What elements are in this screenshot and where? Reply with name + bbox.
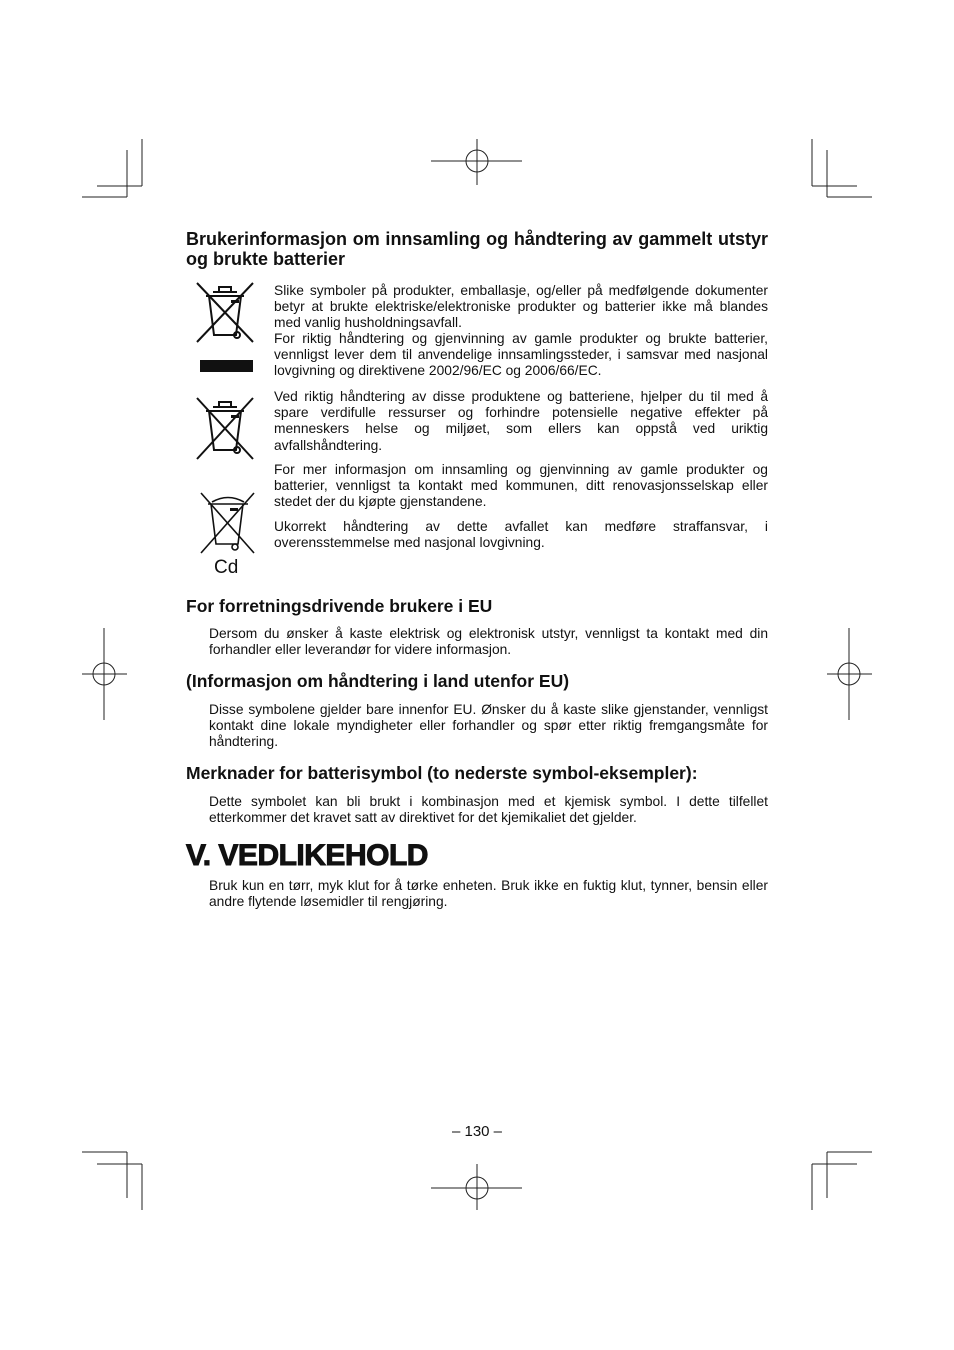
outside-eu-text: Disse symbolene gjelder bare innenfor EU. Ønsker du å kaste slike gjenstander, vennligst kontakt dine lokale myndigheter eller forhandler og spør etter riktig fremgangsmåte for håndtering.	[209, 702, 768, 750]
maintenance-text: Bruk kun en tørr, myk klut for å tørke enheten. Bruk ikke en fuktig klut, tynner, bensin eller andre flytende løsemidler til rengjøring.	[209, 878, 768, 910]
battery-text: Dette symbolet kan bli brukt i kombinasjon med et kjemisk symbol. I dette tilfellet etterkommer det kravet satt av direktivet for det kjemikaliet det gjelder.	[209, 794, 768, 826]
cadmium-symbol-label: Cd	[214, 557, 239, 578]
intro-paragraph: For mer informasjon om innsamling og gjenvinning av gamle produkter og batterier, vennligst ta kontakt med kommunen, ditt renovasjonsselskap eller stedet der du kjøpte gjenstandene.	[274, 462, 768, 510]
business-text: Dersom du ønsker å kaste elektrisk og elektronisk utstyr, vennligst ta kontakt med din forhandler eller leverandør for videre informasjon.	[209, 626, 768, 658]
page-number: – 130 –	[451, 1123, 503, 1140]
business-heading: For forretningsdrivende brukere i EU	[186, 596, 493, 616]
intro-paragraph: Ukorrekt håndtering av dette avfallet kan medføre straffansvar, i overensstemmelse med nasjonal lovgivning.	[274, 519, 768, 551]
section-title: Brukerinformasjon om innsamling og håndtering av gammelt utstyr og brukte batterier	[186, 229, 768, 269]
crossed-bin-icon	[193, 395, 257, 463]
crossed-bin-icon	[193, 280, 257, 374]
maintenance-heading: V. VEDLIKEHOLD	[186, 839, 428, 872]
intro-paragraph: Ved riktig håndtering av disse produktene og batteriene, hjelper du til med å spare verdifulle ressurser og forhindre potensielle negative effekter på menneskers helse og miljøet, som ellers kan oppstå ved uriktig avfallshåndtering.	[274, 389, 768, 453]
intro-paragraph: For riktig håndtering og gjenvinning av gamle produkter og brukte batterier, vennligst lever dem til anvendelige innsamlingssteder, i samsvar med nasjonal lovgivning og direktivene 2002/96/EC og 2006/66/EC.	[274, 331, 768, 379]
crossed-battery-bin-icon	[198, 490, 258, 556]
outside-eu-heading: (Informasjon om håndtering i land utenfor EU)	[186, 671, 570, 691]
intro-paragraph: Slike symboler på produkter, emballasje, og/eller på medfølgende dokumenter betyr at brukte elektriske/elektroniske produkter og batterier ikke må blandes med vanlig husholdningsavfall.	[274, 283, 768, 331]
battery-heading: Merknader for batterisymbol (to nederste symbol-eksempler):	[186, 763, 698, 783]
